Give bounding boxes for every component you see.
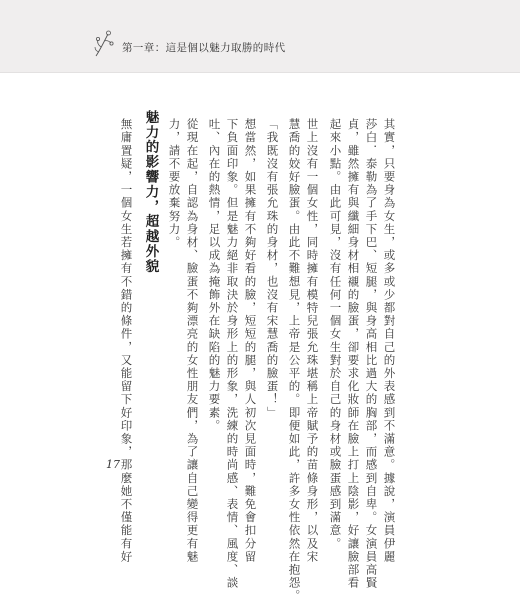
header-divider xyxy=(0,72,520,73)
text-column: 想當然，如果擁有不夠好看的臉，短短的腿，與人初次見面時，難免會扣分留 xyxy=(243,118,258,564)
text-column: 無庸置疑，一個女生若擁有不錯的條件，又能留下好印象，那麼她不僅能有好 xyxy=(119,118,134,564)
chapter-title: 第一章：這是個以魅力取勝的時代 xyxy=(122,42,286,54)
text-column: 下負面印象。但是魅力絕非取決於身形上的形象，洗練的時尚感、表情、風度、談 xyxy=(225,118,240,590)
text-column: 世上沒有一個女性，同時擁有模特兒張允珠堪稱上帝賦予的苗條身形，以及宋 xyxy=(305,118,320,564)
chapter-header xyxy=(0,0,520,72)
floral-sprig-icon xyxy=(92,28,116,58)
quote-column: 「我既沒有張允珠的身材，也沒有宋慧喬的臉蛋！」 xyxy=(265,118,280,420)
text-column: 力，請不要放棄努力。 xyxy=(167,118,182,249)
page-number: 17 xyxy=(106,458,120,471)
text-column: 吐、內在的熱情，足以成為掩飾外在缺陷的魅力要素。 xyxy=(207,118,222,433)
text-column: 貞，雖然擁有與纖細身材相襯的臉蛋，卻要求化妝師在臉上打上陰影，好讓臉部看 xyxy=(346,118,361,590)
text-column: 慧喬的姣好臉蛋。由此不難想見，上帝是公平的。即便如此，許多女性依然在抱怨。 xyxy=(287,118,302,603)
text-column: 從現在起，自認為身材、臉蛋不夠漂亮的女性朋友們，為了讓自己變得更有魅 xyxy=(185,118,200,564)
section-heading: 魅力的影響力，超越外貌 xyxy=(142,110,159,274)
text-column: 起來小點。由此可見，沒有任何一個女生對於自己的身材或臉蛋感到滿意。 xyxy=(328,118,343,551)
text-column: 莎白．泰勒為了手下巴、短腿，與身高相比過大的胸部，而感到自卑。女演員高賢 xyxy=(364,118,379,590)
text-column: 其實，只要身為女生，或多或少都對自己的外表感到不滿意。據說，演員伊麗 xyxy=(382,118,397,564)
